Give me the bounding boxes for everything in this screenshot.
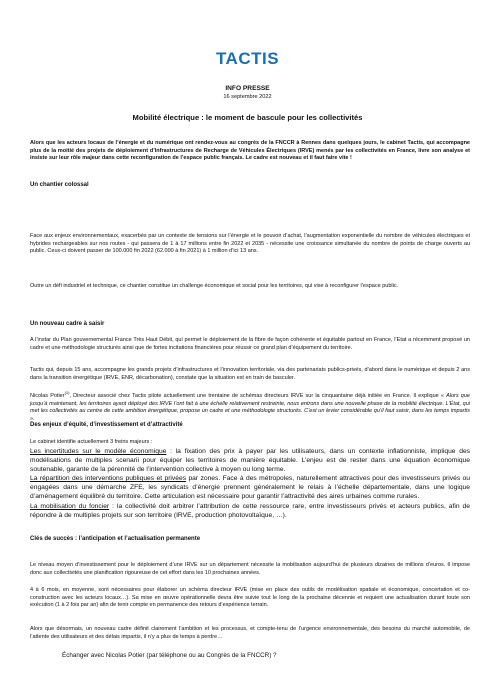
- tactis-logo: TACTIS: [215, 49, 280, 68]
- paragraph: Outre un défi industriel et technique, ce chantier constitue un challenge économique et social pour les territoires, qui vise à reconfigurer l’espace public.: [30, 283, 399, 289]
- obstacles-list: [30, 447, 470, 520]
- paragraph: Tactis qui, depuis 15 ans, accompagne les grands projets d’infrastructures et l’innovation territoriale, via des partenariats publics-privés, d’abord dans le numérique et depuis 2 ans dans la transition énergétique (IRVE, ENR, décarbonation), constate que la situation est en train de basculer.: [30, 367, 470, 381]
- list-item-title: Les incertitudes sur le modèle économique: [30, 448, 167, 455]
- person-name: Nicolas Potier: [30, 393, 65, 399]
- paragraph: Face aux enjeux environnementaux, exacerbés par un contexte de tensions sur l’énergie et le pouvoir d’achat, l’augmentation exponentielle du nombre de véhicules électriques et hybrides rechargeables sur nos routes - qui passera de 1 à 17 millions entre fin 2022 et 2035 - nécessite une croissance simultanée du nombre de points de charge ouverts au public. Ceux-ci doivent passer de 100.000 fin 2022 (62.000 à fin 2021) à 1 million d’ici 13 ans.: [30, 233, 470, 255]
- press-date: 16 septembre 2022: [223, 94, 272, 100]
- paragraph: A l’instar du Plan gouvernemental France Très Haut Débit, qui permet le déploiement de la fibre de façon cohérente et équitable partout en France, l’Etat a récemment proposé un cadre et une méthodologie structurés ainsi que de fortes incitations financières pour réussir ce grand plan d’équipement du territoire.: [30, 337, 470, 351]
- logo-area: [0, 50, 495, 69]
- paragraph: Le cabinet identifie actuellement 3 freins majeurs :: [30, 439, 153, 445]
- paragraph-text: , Directeur associé chez Tactis pilote actuellement une trentaine de schémas directeurs IRVE sur la cinquantaine déjà initiée en France. Il explique «: [69, 393, 447, 399]
- footnote-marker: (1): [64, 390, 70, 396]
- contact-line: Échanger avec Nicolas Potier (par téléphone ou au Congrès de la FNCCR) ?: [62, 652, 277, 659]
- press-title: Mobilité électrique : le moment de bascule pour les collectivités: [132, 113, 363, 122]
- quote-paragraph: [30, 390, 470, 423]
- intro-paragraph: Alors que les acteurs locaux de l’énergie et du numérique ont rendez-vous au congrès de la FNCCR à Rennes dans quelques jours, le cabinet Tactis, qui accompagne plus de la moitié des projets de déploiement d’Infrastructures de Recharge de Véhicules Électriques (IRVE) menés par les collectivités en France, livre son analyse et insiste sur leur rôle majeur dans cette reconfiguration de l’espace public français. Le cadre est nouveau et il faut faire vite !: [30, 140, 470, 162]
- section-heading: Clés de succès : l’anticipation et l’actualisation permanente: [30, 536, 201, 542]
- list-item-text: : la collectivité doit arbitrer l’attribution de cette ressource rare, entre investisseurs privés et acteurs publics, afin de répondre à de multiples projets sur son territoire (IRVE, production photovoltaïque, …).: [30, 502, 470, 519]
- paragraph: 4 à 6 mois, en moyenne, sont nécessaires pour élaborer un schéma directeur IRVE (mise en place des outils de modélisation spatiale et économique, concertation et co-construction avec les acteurs locaux…). Sa mise en œuvre opérationnelle devra être suivie tout le long de la prochaine décennie et requiert une actualisation durant toute son exécution (1 à 2 fois par an) afin de tenir compte en permanence des retours d’expérience terrain.: [30, 587, 470, 609]
- quote-text: Alors que jusqu’à maintenant, les territoires ayant déployé des IRVE l’ont fait à une échelle relativement restreinte, nous entrons dans une nouvelle phase de la mobilité électrique. L’État, qui met les collectivités au centre de cette ambition énergétique, propose un cadre et une méthodologie structurés. C’est un levier considérable qu’il faut saisir, dans les temps impartis: [30, 393, 470, 415]
- list-item-title: La répartition des interventions publiques et privées: [30, 475, 187, 483]
- list-item-text: par zones. Face à des métropoles, naturellement attractives pour des investisseurs privés ou engagées dans une démarche ZFE, les syndicats d’énergie prennent généralement le relais à l’échelle départementale, dans une logique d’aménagement équilibré du territoire. Cette articulation est nécessaire pour garantir l’attractivité des aires urbaines comme rurales.: [30, 475, 470, 501]
- press-label: INFO PRESSE: [225, 85, 270, 92]
- section-heading: Un nouveau cadre à saisir: [30, 321, 105, 327]
- section-heading: Un chantier colossal: [30, 182, 89, 188]
- quote-end: ».: [30, 415, 35, 422]
- section-heading: Des enjeux d’équité, d’investissement et d’attractivité: [30, 422, 183, 428]
- paragraph: Alors que désormais, un nouveau cadre définit clairement l’ambition et les processus, et compte-tenu de l’urgence environnementale, des besoins du marché automobile, de l’attente des utilisateurs et des délais impartis, il n’y a plus de temps à perdre…: [30, 626, 470, 640]
- paragraph: Le niveau moyen d’investissement pour le déploiement d’une IRVE sur un département nécessite la mobilisation aujourd’hui de plusieurs dizaines de millions d’euros. Il impose donc aux collectivités une planification rigoureuse de cet effort dans les 10 prochaines années.: [30, 562, 470, 576]
- list-item-title: La mobilisation du foncier: [30, 502, 110, 510]
- list-item-text: : la fixation des prix à payer par les utilisateurs, dans un contexte inflationniste, implique des modélisations de multiples scenarii pour équiper les territoires de manière équitable. L’enjeu est de rester dans une équation économique soutenable, garante de la pérennité de l’intervention collective à moyen ou long terme.: [30, 448, 471, 474]
